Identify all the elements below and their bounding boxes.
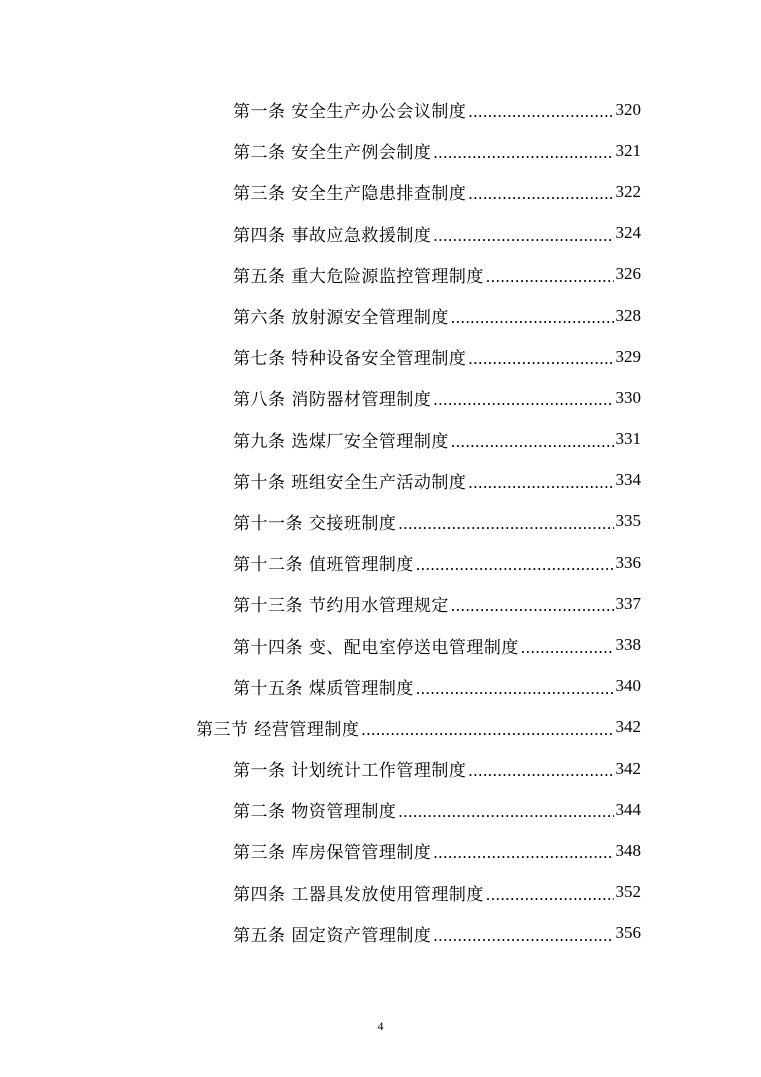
toc-dot-leader — [486, 886, 614, 903]
toc-entry-page: 334 — [615, 470, 641, 490]
toc-entry-title: 第七条 特种设备安全管理制度 — [233, 349, 467, 370]
toc-entry-title: 第二条 安全生产例会制度 — [233, 143, 432, 164]
toc-entry-page: 329 — [615, 346, 641, 366]
toc-entry-title: 第十三条 节约用水管理规定 — [233, 596, 449, 617]
toc-entry-title: 第五条 重大危险源监控管理制度 — [233, 266, 484, 287]
page-number: 4 — [377, 1019, 384, 1033]
toc-entry-title: 第十五条 煤质管理制度 — [233, 678, 414, 699]
toc-entry-title: 第十四条 变、配电室停送电管理制度 — [233, 637, 519, 658]
toc-entry-page: 336 — [615, 552, 641, 572]
toc-entry[interactable] — [233, 130, 641, 171]
toc-entry[interactable] — [233, 872, 641, 913]
toc-entry-page: 328 — [615, 305, 641, 325]
toc-entry[interactable] — [233, 419, 641, 460]
toc-entry-page: 344 — [615, 799, 641, 819]
toc-entry-title: 第三条 库房保管管理制度 — [233, 843, 432, 864]
toc-entry-title: 第四条 工器具发放使用管理制度 — [233, 884, 484, 905]
toc-entry[interactable] — [233, 213, 641, 254]
toc-entry-page: 342 — [615, 717, 641, 737]
toc-dot-leader — [451, 433, 614, 450]
toc-dot-leader — [433, 927, 613, 944]
toc-dot-leader — [398, 803, 613, 820]
toc-dot-leader — [433, 144, 613, 161]
toc-entry-page: 335 — [615, 511, 641, 531]
toc-dot-leader — [468, 350, 613, 367]
toc-entry-title: 第十二条 值班管理制度 — [233, 555, 414, 576]
toc-entry-title: 第八条 消防器材管理制度 — [233, 390, 432, 411]
toc-entry[interactable] — [233, 377, 641, 418]
toc-entry[interactable] — [233, 624, 641, 665]
toc-entry[interactable] — [233, 336, 641, 377]
toc-dot-leader — [416, 680, 614, 697]
toc-entry[interactable] — [233, 748, 641, 789]
toc-entry-page: 348 — [615, 840, 641, 860]
toc-entry-title: 第三条 安全生产隐患排查制度 — [233, 184, 467, 205]
toc-entry[interactable] — [233, 789, 641, 830]
toc-dot-leader — [398, 515, 613, 532]
toc-entry-title: 第二条 物资管理制度 — [233, 802, 397, 823]
toc-dot-leader — [521, 639, 614, 656]
toc-dot-leader — [468, 103, 613, 120]
toc-entry-page: 342 — [615, 758, 641, 778]
toc-entry[interactable] — [233, 830, 641, 871]
table-of-contents — [0, 89, 761, 954]
toc-entry-title: 第九条 选煤厂安全管理制度 — [233, 431, 449, 452]
toc-entry-page: 320 — [615, 99, 641, 119]
toc-dot-leader — [361, 721, 613, 738]
toc-entry-page: 326 — [615, 264, 641, 284]
toc-entry-page: 324 — [615, 223, 641, 243]
toc-entry-page: 331 — [615, 429, 641, 449]
toc-entry[interactable] — [233, 913, 641, 954]
toc-dot-leader — [433, 391, 613, 408]
toc-dot-leader — [468, 185, 613, 202]
toc-entry-page: 338 — [615, 635, 641, 655]
toc-entry[interactable] — [233, 501, 641, 542]
toc-entry-page: 322 — [615, 181, 641, 201]
toc-dot-leader — [468, 474, 613, 491]
toc-dot-leader — [486, 268, 614, 285]
toc-section-title: 第三节 经营管理制度 — [196, 719, 360, 740]
toc-entry-title: 第一条 计划统计工作管理制度 — [233, 761, 467, 782]
toc-dot-leader — [433, 227, 613, 244]
toc-entry[interactable] — [233, 583, 641, 624]
toc-dot-leader — [433, 844, 613, 861]
toc-entry-page: 352 — [615, 882, 641, 902]
toc-entry-title: 第十条 班组安全生产活动制度 — [233, 472, 467, 493]
toc-entry-page: 330 — [615, 387, 641, 407]
toc-entry[interactable] — [233, 460, 641, 501]
toc-entry-title: 第一条 安全生产办公会议制度 — [233, 102, 467, 123]
toc-entry-page: 321 — [615, 140, 641, 160]
toc-entry[interactable] — [233, 666, 641, 707]
toc-dot-leader — [416, 556, 614, 573]
toc-entry[interactable] — [233, 89, 641, 130]
toc-entry-title: 第十一条 交接班制度 — [233, 513, 397, 534]
toc-entry-title: 第五条 固定资产管理制度 — [233, 925, 432, 946]
toc-entry-page: 356 — [615, 923, 641, 943]
toc-entry-page: 337 — [615, 593, 641, 613]
toc-dot-leader — [451, 309, 614, 326]
toc-entry-title: 第四条 事故应急救援制度 — [233, 225, 432, 246]
toc-entry-title: 第六条 放射源安全管理制度 — [233, 308, 449, 329]
toc-entry[interactable] — [233, 295, 641, 336]
toc-entry-page: 340 — [615, 676, 641, 696]
toc-dot-leader — [468, 762, 613, 779]
toc-entry[interactable] — [233, 254, 641, 295]
toc-entry[interactable] — [233, 542, 641, 583]
toc-section-entry[interactable] — [196, 707, 641, 748]
toc-entry[interactable] — [233, 171, 641, 212]
toc-dot-leader — [451, 597, 614, 614]
